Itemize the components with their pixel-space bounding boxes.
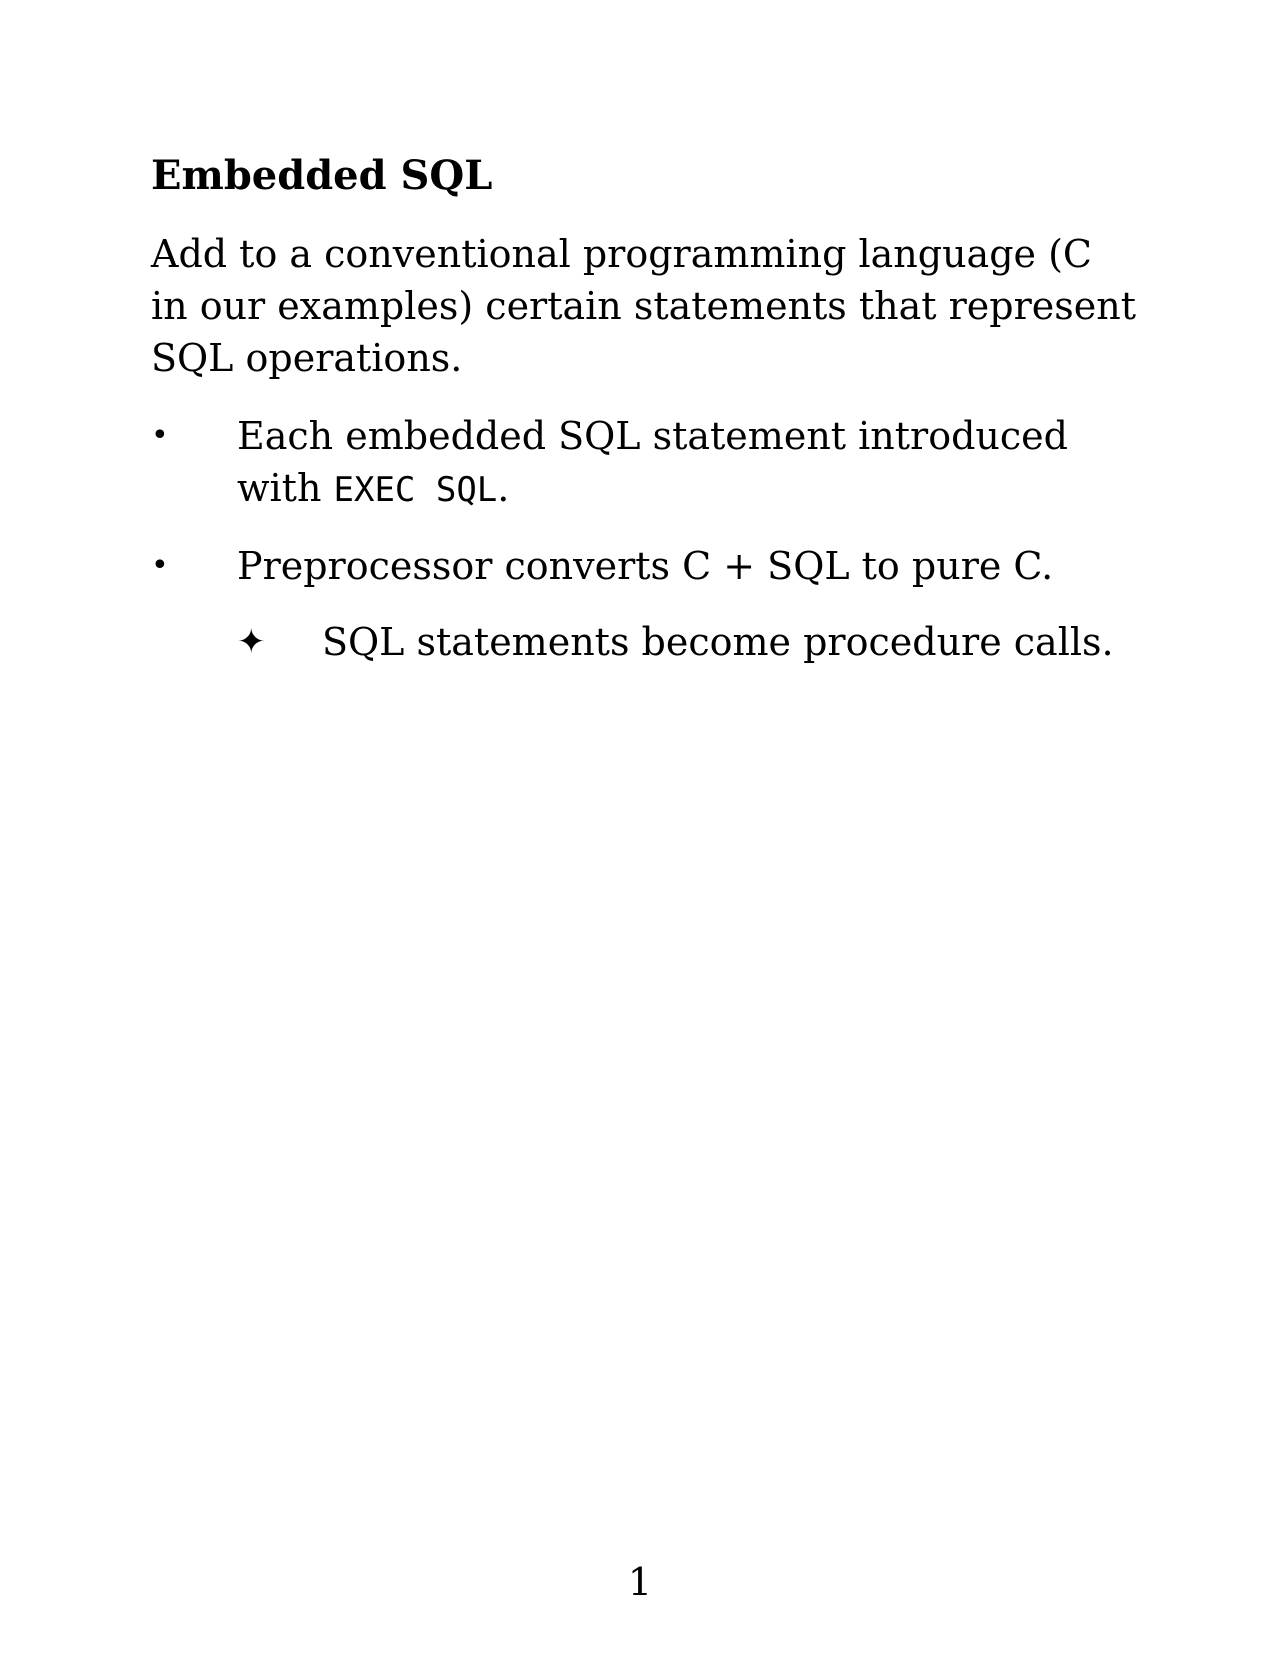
intro-line: Add to a conventional programming language (C <box>151 232 1093 276</box>
intro-line: in our examples) certain statements that represent <box>151 284 1136 328</box>
page-number: 1 <box>627 1560 653 1604</box>
bullet-marker: • <box>151 418 169 453</box>
bullet-marker: • <box>151 548 169 583</box>
intro-paragraph <box>151 228 1136 384</box>
code-snippet: EXEC SQL <box>333 470 498 510</box>
intro-line: SQL operations. <box>151 336 463 380</box>
bullet-text: Each embedded SQL statement introduced <box>237 414 1068 458</box>
bullet-text: Preprocessor converts C + SQL to pure C. <box>237 544 1054 588</box>
bullet-text-prefix: with <box>237 466 334 510</box>
bullet-text-suffix: . <box>497 466 510 510</box>
slide-title: Embedded SQL <box>151 152 493 199</box>
bullet-text <box>237 462 509 516</box>
sub-bullet-text: SQL statements become procedure calls. <box>322 620 1114 664</box>
star-bullet-icon: ✦ <box>237 622 266 662</box>
